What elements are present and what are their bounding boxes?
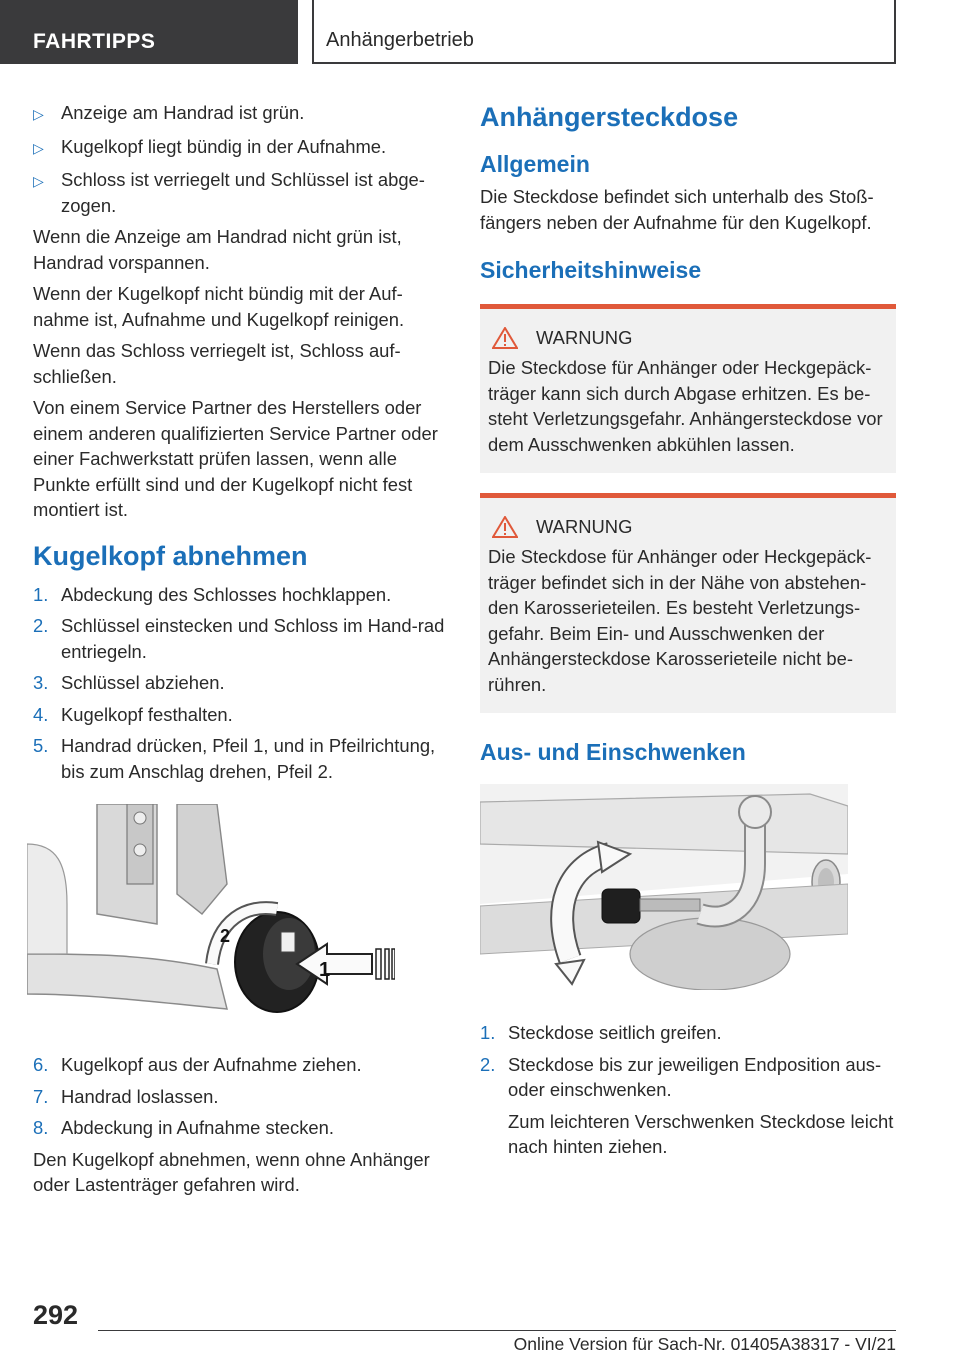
paragraph: Die Steckdose befindet sich unterhalb des Stoß-fängers neben der Aufnahme für den Kugelkopf. [480, 186, 874, 233]
warning-triangle-icon [492, 327, 518, 349]
right-column [480, 100, 896, 1166]
triangle-bullet-icon: ▷ [33, 173, 44, 189]
arrow-2-label: 2 [220, 926, 231, 946]
section-heading: Kugelkopf abnehmen [33, 540, 308, 571]
list-item: ▷ Kugelkopf liegt bündig in der Aufnahme. [33, 134, 451, 162]
triangle-bullet-icon: ▷ [33, 106, 44, 122]
step-note: Zum leichteren Verschwenken Steckdose leicht nach hinten ziehen. [508, 1110, 894, 1157]
step-item: 1. Abdeckung des Schlosses hochklappen. [33, 583, 392, 605]
step-item: 6. Kugelkopf aus der Aufnahme ziehen. [33, 1054, 362, 1075]
section-title: FAHRTIPPS [33, 30, 156, 53]
footer-divider [98, 1330, 896, 1331]
subsection-heading: Allgemein [480, 151, 590, 177]
step-item: 2. Steckdose bis zur jeweiligen Endposition aus- oder einschwenken. Zum leichteren Verschwenken Steckdose leicht nach hinten ziehen. [480, 1052, 896, 1160]
triangle-bullet-icon: ▷ [33, 139, 44, 156]
section-tab [0, 0, 298, 64]
arrow-1-label: 1 [319, 959, 331, 981]
warning-title: WARNUNG [536, 516, 633, 537]
socket-figure [480, 784, 848, 990]
list-item: ▷ Anzeige am Handrad ist grün. [33, 100, 451, 128]
footer-text: Online Version für Sach-Nr. 01405A38317 - VI/21 [513, 1334, 896, 1354]
warning-text: Die Steckdose für Anhänger oder Heckgepäck-träger befindet sich in der Nähe von abstehen-den Karosserieteilen. Es besteht Verletzungs-gefahr. Beim Ein- und Ausschwenken der Anhängersteckdose Karosserieteile nicht be-rühren. [488, 546, 872, 695]
paragraph: Von einem Service Partner des Herstellers oder einem anderen qualifizierten Service Partner oder einer Fachwerkstatt prüfen lassen, wenn alle Punkte erfüllt sind und der Kugelkopf nicht fest montiert ist. [33, 397, 438, 520]
warning-title: WARNUNG [536, 327, 633, 348]
chapter-header [312, 0, 896, 64]
step-item: 7. Handrad loslassen. [33, 1085, 219, 1107]
warning-box [480, 493, 896, 713]
warning-text: Die Steckdose für Anhänger oder Heckgepäck-träger kann sich durch Abgase erhitzen. Es be-steht Verletzungsgefahr. Anhängersteckdose vor dem Ausschwenken abkühlen lassen. [488, 357, 883, 455]
tow-ball-illustration [27, 804, 395, 1032]
paragraph: Wenn das Schloss verriegelt ist, Schloss auf-schließen. [33, 340, 401, 387]
section-heading: Anhängersteckdose [480, 102, 739, 132]
warning-box [480, 304, 896, 473]
step-item: 4. Kugelkopf festhalten. [33, 703, 233, 725]
step-item: 5. Handrad drücken, Pfeil 1, und in Pfeilrichtung, bis zum Anschlag drehen, Pfeil 2. [33, 735, 436, 782]
tow-ball-figure [27, 804, 395, 1032]
paragraph: Wenn der Kugelkopf nicht bündig mit der Auf-nahme ist, Aufnahme und Kugelkopf reinigen. [33, 283, 405, 330]
warning-triangle-icon [492, 516, 518, 538]
subsection-heading: Sicherheitshinweise [480, 257, 702, 283]
paragraph: Wenn die Anzeige am Handrad nicht grün ist, Handrad vorspannen. [33, 226, 402, 273]
step-item: 1. Steckdose seitlich greifen. [480, 1022, 722, 1043]
step-item: 3. Schlüssel abziehen. [33, 672, 225, 693]
subsection-heading: Aus- und Einschwenken [480, 739, 746, 765]
socket-illustration [480, 784, 848, 990]
left-column [33, 100, 451, 1204]
paragraph: Den Kugelkopf abnehmen, wenn ohne Anhänger oder Lastenträger gefahren wird. [33, 1148, 430, 1195]
list-item: ▷ Schloss ist verriegelt und Schlüssel ist abge-zogen. [33, 167, 451, 218]
chapter-title: Anhängerbetrieb [326, 29, 474, 51]
page-number: 292 [33, 1300, 79, 1330]
step-item: 8. Abdeckung in Aufnahme stecken. [33, 1117, 334, 1138]
step-item: 2. Schlüssel einstecken und Schloss im Hand-rad entriegeln. [33, 615, 445, 662]
